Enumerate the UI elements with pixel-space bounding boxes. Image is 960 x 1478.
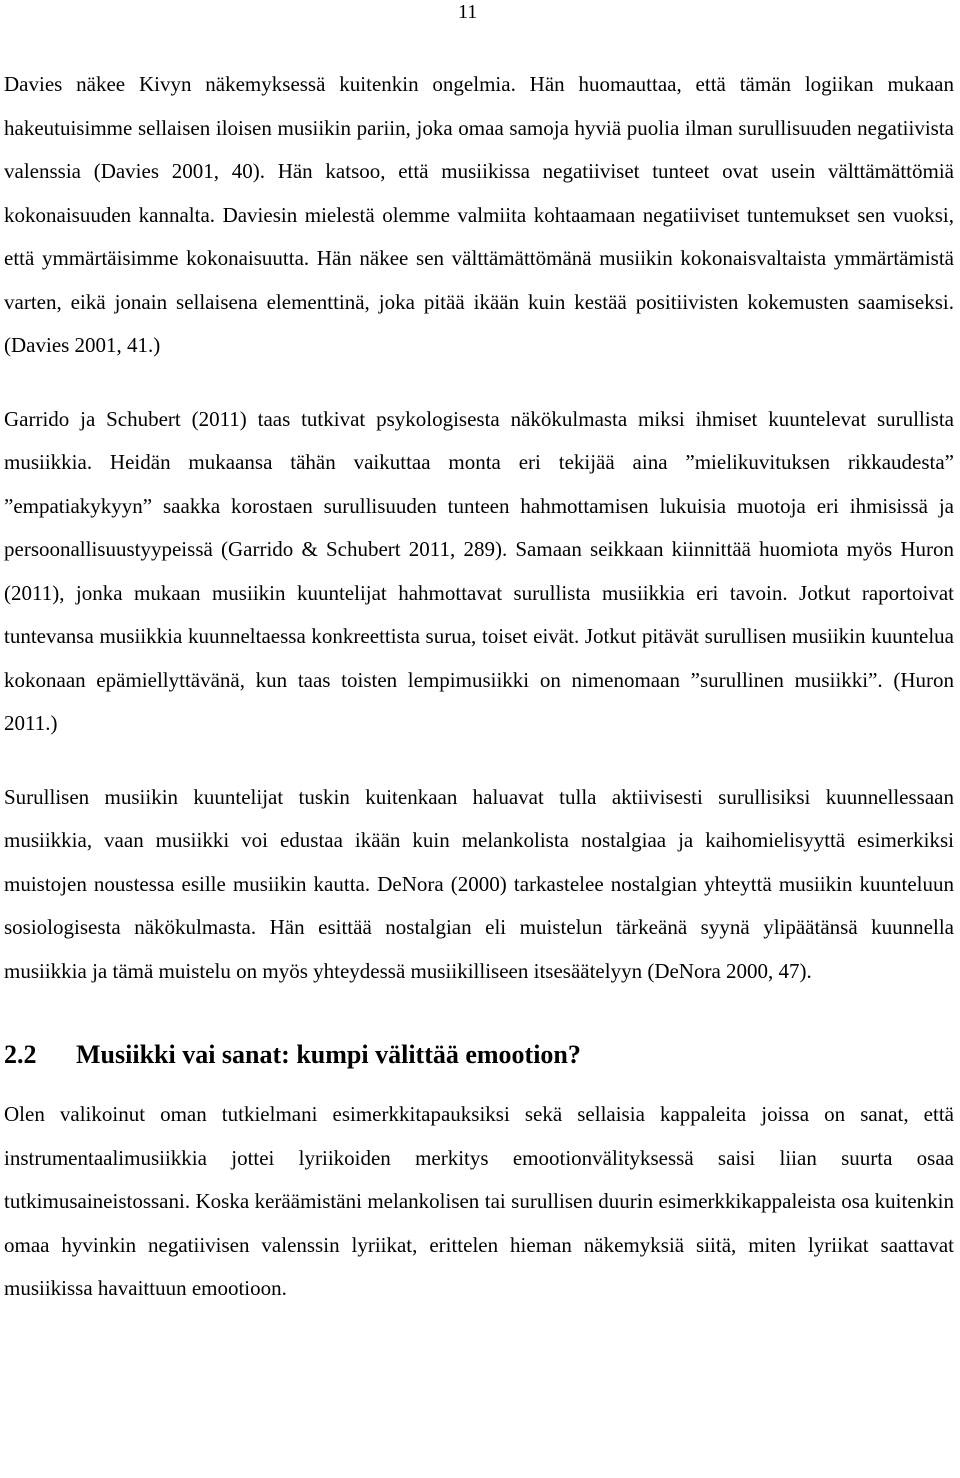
paragraph-nostalgia: Surullisen musiikin kuuntelijat tuskin kuitenkaan haluavat tulla aktiivisesti surullisiksi kuunnellessaan musiikkia, vaan musiikki voi edustaa ikään kuin melankolista nostalgiaa ja kaihomielisyyttä esimerkiksi muistojen noustessa esille musiikin kautta. DeNora (2000) tarkastelee nostalgian yhteyttä musiikin kuunteluun sosiologisesta näkökulmasta. Hän esittää nostalgian eli muistelun tärkeänä syynä ylipäätänsä kuunnella musiikkia ja tämä muistelu on myös yhteydessä musiikilliseen itsesäätelyyn (DeNora 2000, 47). [4, 784, 954, 983]
page-number: 11 [458, 1, 478, 23]
section-heading [4, 1037, 954, 1073]
paragraph-gap [4, 746, 954, 776]
heading-gap [4, 1073, 954, 1093]
paragraph-section-intro: Olen valikoinut oman tutkielmani esimerkkitapauksiksi sekä sellaisia kappaleita joissa on sanat, että instrumentaalimusiikkia jottei lyriikoiden merkitys emootionvälityksessä saisi liian suurta osaa tutkimusaineistossani. Koska keräämistäni melankolisen tai surullisen duurin esimerkkikappaleista osa kuitenkin omaa hyvinkin negatiivisen valenssin lyriikat, erittelen hieman näkemyksiä siitä, miten lyriikat saattavat musiikissa havaittuun emootioon. [4, 1102, 954, 1300]
section-number: 2.2 [4, 1040, 37, 1069]
section-title: Musiikki vai sanat: kumpi välittää emootion? [76, 1040, 581, 1069]
paragraph-gap [4, 368, 954, 398]
paragraph-davies: Davies näkee Kivyn näkemyksessä kuitenkin ongelmia. Hän huomauttaa, että tämän logiikan mukaan hakeutuisimme sellaisen iloisen musiikin pariin, joka omaa samoja hyviä puolia ilman surullisuuden negatiivista valenssia (Davies 2001, 40). Hän katsoo, että musiikissa negatiiviset tunteet ovat usein välttämättömiä kokonaisuuden kannalta. Daviesin mielestä olemme valmiita kohtaamaan negatiiviset tuntemukset sen vuoksi, että ymmärtäisimme kokonaisuutta. Hän näkee sen välttämättömänä musiikin kokonaisvaltaista ymmärtämistä varten, eikä jonain sellaisena elementtinä, joka pitää ikään kuin kestää positiivisten kokemusten saamiseksi. (Davies 2001, 41.) [4, 72, 954, 357]
body-text [4, 63, 954, 1311]
paragraph-garrido-schubert: Garrido ja Schubert (2011) taas tutkivat psykologisesta näkökulmasta miksi ihmiset kuuntelevat surullista musiikkia. Heidän mukaansa tähän vaikuttaa monta eri tekijää aina ”mielikuvituksen rikkaudesta” ”empatiakykyyn” saakka korostaen surullisuuden tunteen hahmottamisen lukuisia muotoja eri ihmisissä ja persoonallisuustyypeissä (Garrido & Schubert 2011, 289). Samaan seikkaan kiinnittää huomiota myös Huron (2011), jonka mukaan musiikin kuuntelijat hahmottavat surullista musiikkia eri tavoin. Jotkut raportoivat tuntevansa musiikkia kuunneltaessa konkreettista surua, toiset eivät. Jotkut pitävät surullisen musiikin kuuntelua kokonaan epämiellyttävänä, kun taas toisten lempimusiikki on nimenomaan ”surullinen musiikki”. (Huron 2011.) [4, 406, 954, 735]
section-gap [4, 993, 954, 1037]
